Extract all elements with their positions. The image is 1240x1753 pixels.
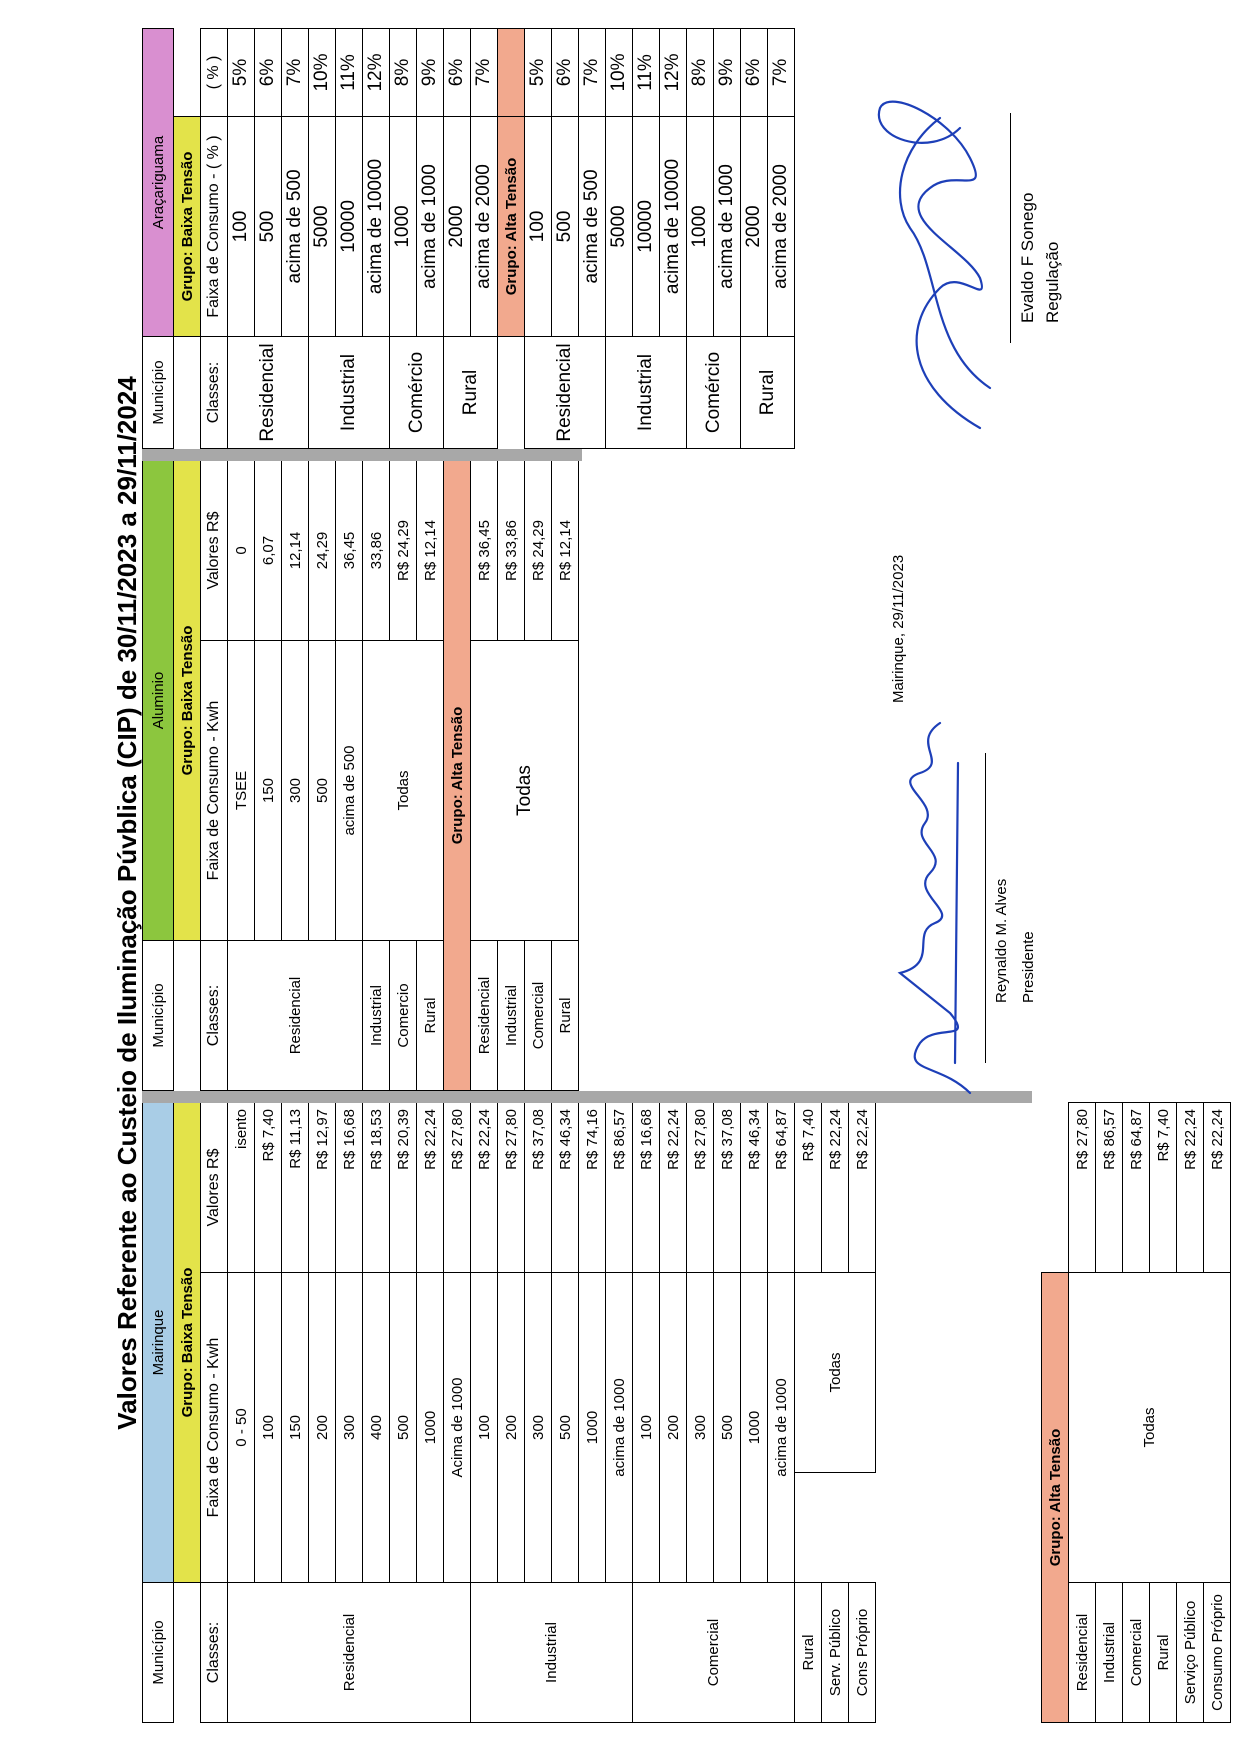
document-title: Valores Referente ao Custeio de Iluminação Púvblica (CIP) de 30/11/2023 a 29/11/2024 xyxy=(112,376,142,1430)
faixa-cell: acima de 1000 xyxy=(768,1273,795,1583)
class-label: Industrial xyxy=(309,337,390,449)
faixa-header: Faixa de Consumo - Kwh xyxy=(201,1273,228,1583)
faixa-cell: acima de 10000 xyxy=(660,117,687,337)
place-date: Mairinque, 29/11/2023 xyxy=(890,554,907,703)
valor-cell: 24,29 xyxy=(309,460,336,640)
class-label: Rural xyxy=(741,337,795,449)
faixa-cell: 100 xyxy=(633,1273,660,1583)
valor-cell: R$ 86,57 xyxy=(606,1102,633,1272)
valor-cell: R$ 12,14 xyxy=(552,460,579,640)
valor-cell: R$ 22,24 xyxy=(1204,1102,1231,1272)
class-label: Residencial xyxy=(1069,1583,1096,1723)
valor-cell: 0 xyxy=(228,460,255,640)
mairinque-table xyxy=(142,1102,876,1723)
valor-cell: R$ 22,24 xyxy=(471,1102,498,1272)
municipio-name-aracariguama: Araçariguama xyxy=(143,28,174,336)
faixa-cell: acima de 500 xyxy=(336,641,363,941)
table-row xyxy=(471,1102,498,1722)
pct-cell: 7% xyxy=(282,28,309,116)
pct-cell: 5% xyxy=(228,28,255,116)
faixa-cell: 150 xyxy=(255,641,282,941)
valor-cell: R$ 20,39 xyxy=(390,1102,417,1272)
valor-cell: 12,14 xyxy=(282,460,309,640)
faixa-cell: acima de 1000 xyxy=(606,1273,633,1583)
valor-cell: R$ 74,16 xyxy=(579,1102,606,1272)
valor-cell: 33,86 xyxy=(363,460,390,640)
faixa-cell: 1000 xyxy=(417,1273,444,1583)
pct-cell: 8% xyxy=(687,28,714,116)
pct-cell: 8% xyxy=(390,28,417,116)
group-alta-tensao: Grupo: Alta Tensão xyxy=(498,117,525,337)
valor-cell: R$ 12,97 xyxy=(309,1102,336,1272)
pct-cell: 12% xyxy=(660,28,687,116)
pct-cell: 6% xyxy=(255,28,282,116)
faixa-cell: acima de 2000 xyxy=(768,117,795,337)
table-row xyxy=(633,1102,660,1722)
table-row xyxy=(228,460,255,1090)
valor-cell: 36,45 xyxy=(336,460,363,640)
class-label: Comércio xyxy=(390,337,444,449)
faixa-cell: 2000 xyxy=(444,117,471,337)
faixa-cell: 500 xyxy=(309,641,336,941)
faixa-cell: acima de 10000 xyxy=(363,117,390,337)
faixa-cell: acima de 2000 xyxy=(471,117,498,337)
faixa-cell: acima de 500 xyxy=(282,117,309,337)
class-label: Industrial xyxy=(1096,1583,1123,1723)
valor-cell: R$ 16,68 xyxy=(633,1102,660,1272)
pct-cell: 10% xyxy=(309,28,336,116)
class-label: Industrial xyxy=(498,941,525,1091)
valor-cell: isento xyxy=(228,1102,255,1272)
valor-cell: R$ 86,57 xyxy=(1096,1102,1123,1272)
group-baixa-tensao: Grupo: Baixa Tensão xyxy=(174,117,201,337)
faixa-cell: 500 xyxy=(552,1273,579,1583)
table-row xyxy=(741,28,768,448)
faixa-cell: 1000 xyxy=(390,117,417,337)
class-label: Industrial xyxy=(471,1583,633,1723)
classes-header: Classes: xyxy=(201,1583,228,1723)
class-label: Comercio xyxy=(390,941,417,1091)
faixa-todas: Todas xyxy=(363,641,444,941)
aluminio-table xyxy=(142,460,579,1091)
class-label: Comercial xyxy=(633,1583,795,1723)
municipio-name-mairinque: Mairinque xyxy=(143,1102,174,1582)
municipio-name-aluminio: Aluminio xyxy=(143,460,174,940)
faixa-cell: 300 xyxy=(687,1273,714,1583)
pct-cell: 7% xyxy=(579,28,606,116)
faixa-cell: 300 xyxy=(336,1273,363,1583)
faixa-cell: 200 xyxy=(498,1273,525,1583)
class-label: Consumo Próprio xyxy=(1204,1583,1231,1723)
faixa-cell: 200 xyxy=(660,1273,687,1583)
faixa-cell: 300 xyxy=(525,1273,552,1583)
faixa-cell: 0 - 50 xyxy=(228,1273,255,1583)
column-separator xyxy=(142,449,582,461)
faixa-cell: 300 xyxy=(282,641,309,941)
pct-cell: 7% xyxy=(471,28,498,116)
signer-name: Evaldo F Sonego xyxy=(1018,192,1037,323)
valor-cell: R$ 22,24 xyxy=(822,1102,849,1272)
class-label: Serv. Público xyxy=(822,1583,849,1723)
faixa-cell: acima de 1000 xyxy=(417,117,444,337)
municipio-label: Município xyxy=(143,1583,174,1723)
class-label: Rural xyxy=(444,337,498,449)
pct-cell: 6% xyxy=(444,28,471,116)
faixa-cell: 1000 xyxy=(687,117,714,337)
municipio-label: Município xyxy=(143,337,174,449)
faixa-todas: Todas xyxy=(795,1273,876,1473)
table-row xyxy=(525,28,552,448)
faixa-todas: Todas xyxy=(1069,1272,1231,1582)
group-alta-tensao: Grupo: Alta Tensão xyxy=(1042,1272,1069,1722)
pct-cell: 11% xyxy=(633,28,660,116)
faixa-cell: 400 xyxy=(363,1273,390,1583)
group-baixa-tensao: Grupo: Baixa Tensão xyxy=(174,460,201,940)
pct-cell: 12% xyxy=(363,28,390,116)
faixa-cell: 1000 xyxy=(579,1273,606,1583)
faixa-cell: 200 xyxy=(309,1273,336,1583)
class-label: Residencial xyxy=(525,337,606,449)
valor-cell: R$ 27,80 xyxy=(687,1102,714,1272)
class-label: Rural xyxy=(417,941,444,1091)
signature-line xyxy=(985,753,986,1063)
faixa-cell: 500 xyxy=(255,117,282,337)
class-label: Residencial xyxy=(228,1583,471,1723)
valor-cell: R$ 11,13 xyxy=(282,1102,309,1272)
class-label: Rural xyxy=(1150,1583,1177,1723)
faixa-cell: 100 xyxy=(471,1273,498,1583)
valor-cell: R$ 37,08 xyxy=(714,1102,741,1272)
faixa-cell: 500 xyxy=(714,1273,741,1583)
faixa-cell: acima de 500 xyxy=(579,117,606,337)
table-row xyxy=(363,460,390,1090)
pct-cell: 6% xyxy=(741,28,768,116)
class-label: Industrial xyxy=(606,337,687,449)
valor-cell: R$ 7,40 xyxy=(255,1102,282,1272)
pct-cell: 5% xyxy=(525,28,552,116)
valor-cell: R$ 33,86 xyxy=(498,460,525,640)
valor-cell: 6,07 xyxy=(255,460,282,640)
faixa-cell: 10000 xyxy=(633,117,660,337)
faixa-cell: 500 xyxy=(552,117,579,337)
valor-cell: R$ 24,29 xyxy=(525,460,552,640)
faixa-cell: 500 xyxy=(390,1273,417,1583)
class-label: Rural xyxy=(795,1583,822,1723)
faixa-cell: acima de 1000 xyxy=(714,117,741,337)
table-row xyxy=(228,28,255,448)
signature-evaldo xyxy=(870,68,1010,448)
pct-cell: 10% xyxy=(606,28,633,116)
faixa-cell: 2000 xyxy=(741,117,768,337)
table-row xyxy=(687,28,714,448)
class-label: Serviço Público xyxy=(1177,1583,1204,1723)
faixa-cell: Acima de 1000 xyxy=(444,1273,471,1583)
faixa-cell: 100 xyxy=(255,1273,282,1583)
valor-cell: R$ 12,14 xyxy=(417,460,444,640)
classes-header: Classes: xyxy=(201,337,228,449)
table-row xyxy=(228,1102,255,1722)
faixa-todas: Todas xyxy=(471,641,579,941)
table-row xyxy=(795,1102,822,1722)
faixa-header: Faixa de Consumo - Kwh xyxy=(201,641,228,941)
faixa-cell: 5000 xyxy=(606,117,633,337)
faixa-cell: TSEE xyxy=(228,641,255,941)
table-row xyxy=(309,28,336,448)
faixa-cell: 5000 xyxy=(309,117,336,337)
pct-cell: 11% xyxy=(336,28,363,116)
valor-cell: R$ 18,53 xyxy=(363,1102,390,1272)
pct-header: ( % ) xyxy=(201,28,228,116)
class-label: Comercial xyxy=(525,941,552,1091)
class-label: Rural xyxy=(552,941,579,1091)
faixa-cell: 100 xyxy=(228,117,255,337)
valor-cell: R$ 7,40 xyxy=(1150,1102,1177,1272)
faixa-cell: 100 xyxy=(525,117,552,337)
valor-cell: R$ 24,29 xyxy=(390,460,417,640)
valor-cell: R$ 64,87 xyxy=(768,1102,795,1272)
valor-cell: R$ 27,80 xyxy=(1069,1102,1096,1272)
mairinque-alta-table xyxy=(1041,1102,1231,1723)
class-label: Comércio xyxy=(687,337,741,449)
pct-cell: 9% xyxy=(417,28,444,116)
signer-role: Regulação xyxy=(1043,241,1062,323)
class-label: Residencial xyxy=(228,337,309,449)
table-row xyxy=(606,28,633,448)
valor-cell: R$ 27,80 xyxy=(498,1102,525,1272)
valor-cell: R$ 64,87 xyxy=(1123,1102,1150,1272)
valor-cell: R$ 46,34 xyxy=(552,1102,579,1272)
table-row xyxy=(1069,1102,1096,1722)
valor-cell: R$ 22,24 xyxy=(849,1102,876,1272)
class-label: Industrial xyxy=(363,941,390,1091)
group-baixa-tensao: Grupo: Baixa Tensão xyxy=(174,1102,201,1582)
faixa-pct-header: Faixa de Consumo - ( % ) xyxy=(201,117,228,337)
faixa-cell: 150 xyxy=(282,1273,309,1583)
faixa-cell: 1000 xyxy=(741,1273,768,1583)
valor-cell: R$ 16,68 xyxy=(336,1102,363,1272)
class-label: Residencial xyxy=(228,941,363,1091)
class-label: Cons Próprio xyxy=(849,1583,876,1723)
valor-cell: R$ 22,24 xyxy=(1177,1102,1204,1272)
valor-cell: R$ 27,80 xyxy=(444,1102,471,1272)
faixa-cell: 10000 xyxy=(336,117,363,337)
valor-cell: R$ 22,24 xyxy=(417,1102,444,1272)
valores-header: Valores R$ xyxy=(201,460,228,640)
valor-cell: R$ 22,24 xyxy=(660,1102,687,1272)
pct-cell: 7% xyxy=(768,28,795,116)
valor-cell: R$ 36,45 xyxy=(471,460,498,640)
valor-cell: R$ 46,34 xyxy=(741,1102,768,1272)
group-alta-tensao: Grupo: Alta Tensão xyxy=(444,460,471,1090)
aracariguama-table xyxy=(142,28,795,449)
class-label: Comercial xyxy=(1123,1583,1150,1723)
valor-cell: R$ 37,08 xyxy=(525,1102,552,1272)
class-label: Residencial xyxy=(471,941,498,1091)
pct-cell: 9% xyxy=(714,28,741,116)
signer-name: Reynaldo M. Alves xyxy=(993,878,1010,1003)
pct-cell: 6% xyxy=(552,28,579,116)
classes-header: Classes: xyxy=(201,941,228,1091)
municipio-label: Município xyxy=(143,941,174,1091)
table-row xyxy=(444,28,471,448)
valores-header: Valores R$ xyxy=(201,1102,228,1272)
valor-cell: R$ 7,40 xyxy=(795,1102,822,1272)
table-row xyxy=(471,460,498,1090)
signature-reynaldo xyxy=(880,703,990,1103)
signer-role: Presidente xyxy=(1020,931,1037,1003)
signature-line xyxy=(1010,113,1011,343)
table-row xyxy=(390,28,417,448)
